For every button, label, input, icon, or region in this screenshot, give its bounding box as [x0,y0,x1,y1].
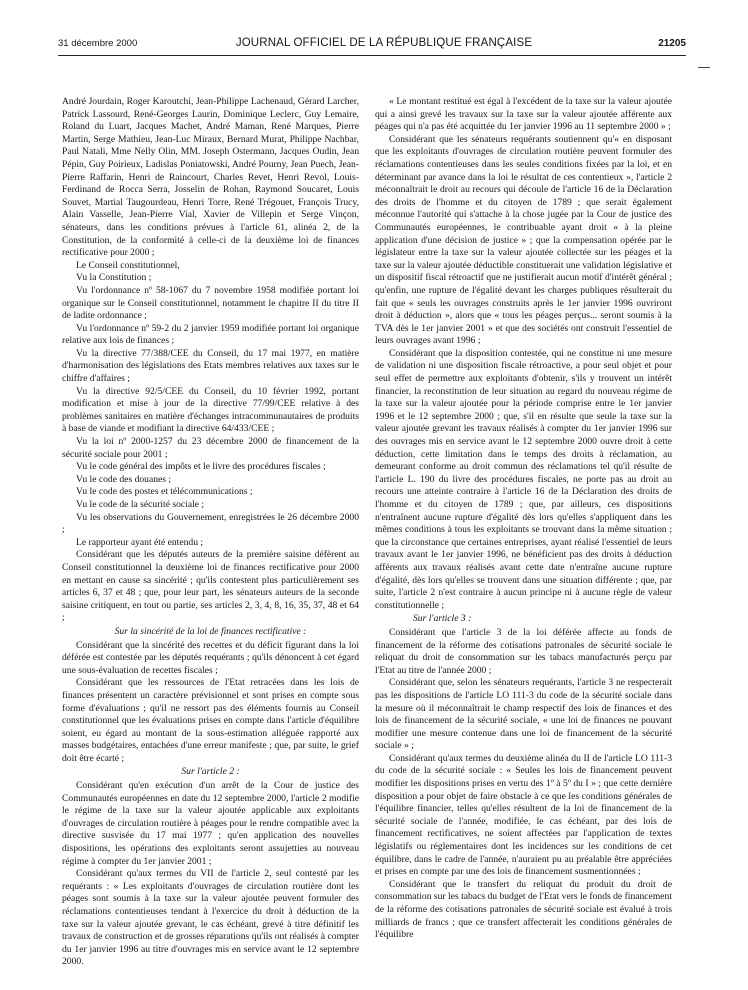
paragraph: « Le montant restitué est égal à l'excédent de la taxe sur la valeur ajoutée qui a ainsi grevé les travaux sur la taxe sur la valeur ajoutée afférente aux péages qui n'a pas été acquittée du 1er janvier 1996 au 11 septembre 2000 » ; [375,96,672,133]
paragraph: Considérant qu'en exécution d'un arrêt de la Cour de justice des Communautés européennes en date du 12 septembre 2000, l'article 2 modifie le régime de la taxe sur la valeur ajoutée applicable aux exploitants d'ouvrages de circulation routière à péages pour le rendre compatible avec la directive susvisée du 17 mai 1977 ; qu'en application des nouvelles dispositions, les opérations des exploitants seront assujetties au nouveau régime à compter du 1er janvier 2001 ; [62,780,359,867]
paragraph: Le rapporteur ayant été entendu ; [76,536,204,548]
paragraph: Considérant que la sincérité des recettes et du déficit figurant dans la loi déférée est contestée par les députés requérants ; qu'ils dénoncent à cet égard une sous-évaluation de recettes fiscales ; [62,639,359,676]
paragraph: Considérant que, selon les sénateurs requérants, l'article 3 ne respecterait pas les dispositions de l'article LO 111-3 du code de la sécurité sociale dans la mesure où il méconnaîtrait le champ respectif des lois de finances et des lois de financement de la sécurité sociale, « une loi de finances ne pouvant modifier une mesure contenue dans une loi de financement de la sécurité sociale » ; [375,677,672,752]
section-heading: Sur l'article 2 : [181,766,240,778]
paragraph: Vu les observations du Gouvernement, enregistrées le 26 décembre 2000 ; [62,511,359,536]
paragraph: Vu le code des douanes ; [76,473,172,485]
section-heading: Sur l'article 3 : [413,613,472,625]
header-rule [58,55,686,56]
page-header [58,38,710,54]
margin-mark [698,67,710,68]
paragraph: Vu le code des postes et télécommunications ; [76,486,253,498]
paragraph: Vu le code général des impôts et le livre des procédures fiscales ; [76,461,326,473]
journal-title: JOURNAL OFFICIEL DE LA RÉPUBLIQUE FRANÇAISE [235,37,533,49]
paragraph: Vu la directive 92/5/CEE du Conseil, du 10 février 1992, portant modification et mise à jour de la directive 77/99/CEE relative à des problèmes sanitaires en matière d'échanges intracommunautaires de produits à base de viande et modifiant la directive 64/433/CEE ; [62,385,359,435]
paragraph: Considérant que les ressources de l'Etat retracées dans les lois de finances présentent un caractère prévisionnel et sont prises en compte sous forme d'évaluations ; qu'il ne ressort pas des éléments fournis au Conseil constitutionnel que les évaluations prises en compte dans l'article d'équilibre soient, eu égard au montant de la sous-estimation alléguée rapporté aux masses budgétaires, entachées d'une erreur manifeste ; que, par suite, le grief doit être écarté ; [62,677,359,764]
paragraph: Le Conseil constitutionnel, [76,259,180,271]
paragraph: Considérant que l'article 3 de la loi déférée affecte au fonds de financement de la réforme des cotisations patronales de sécurité sociale le reliquat du droit de consommation sur les tabacs manufacturés perçu par l'Etat au titre de l'année 2000 ; [375,626,672,676]
paragraph: André Jourdain, Roger Karoutchi, Jean-Philippe Lachenaud, Gérard Larcher, Patrick Lassourd, René-Georges Laurin, Dominique Leclerc, Guy Lemaire, Roland du Luart, Jacques Machet, André Maman, René Marques, Pierre Martin, Serge Mathieu, Jean-Luc Miraux, Bernard Murat, Philippe Nachbar, Paul Natali, Mme Nelly Olin, MM. Joseph Ostermann, Jacques Oudin, Jean Pépin, Guy Poirieux, Ladislas Poniatowski, André Pourny, Jean Puech, Jean-Pierre Raffarin, Henri de Raincourt, Charles Revet, Henri Revol, Louis-Ferdinand de Rocca Serra, Josselin de Rohan, Raymond Soucaret, Louis Souvet, Martial Taugourdeau, Henri Torre, René Trégouet, François Trucy, Alain Vasselle, Jean-Pierre Vial, Xavier de Villepin et Serge Vinçon, sénateurs, dans les conditions prévues à l'article 61, alinéa 2, de la Constitution, de la conformité à celle-ci de la deuxième loi de finances rectificative pour 2000 ; [62,96,359,259]
paragraph: Vu l'ordonnance nº 58-1067 du 7 novembre 1958 modifiée portant loi organique sur le Conseil constitutionnel, notamment le chapitre II du titre II de ladite ordonnance ; [62,284,359,322]
paragraph: Considérant qu'aux termes du VII de l'article 2, seul contesté par les requérants : « Les exploitants d'ouvrages de circulation routière dont les péages sont soumis à la taxe sur la valeur ajoutée peuvent formuler des réclamations contentieuses tendant à l'exercice du droit à déduction de la taxe sur la valeur ajoutée grevant, le cas échéant, grevé à titre définitif les travaux de construction et de grosses réparations qu'ils ont réalisés à compter du 1er janvier 1996 au titre d'ouvrages mis en service avant le 12 septembre 2000. [62,868,359,966]
header-date: 31 décembre 2000 [58,38,138,49]
paragraph: Vu la loi nº 2000-1257 du 23 décembre 2000 de financement de la sécurité sociale pour 2001 ; [62,436,359,460]
left-column [62,96,359,966]
paragraph: Vu le code de la sécurité sociale ; [76,499,205,510]
paragraph: Considérant qu'aux termes du deuxième alinéa du II de l'article LO 111-3 du code de la sécurité sociale : « Seules les lois de financement peuvent modifier les dispositions prises en vertu des 1º à 5º du I » ; que cette dernière disposition a pour objet de faire obstacle à ce que les conditions générales de l'équilibre financier, telles qu'elles résultent de la loi de financement de la sécurité sociale de l'année, modifiée, le cas échéant, par des lois de financement rectificatives, ne soient affectées par l'application de textes législatifs ou réglementaires dont les incidences sur les conditions de cet équilibre, dans le cadre de l'année, n'auraient pu au préalable être appréciées et prises en compte par une des lois de financement susmentionnées ; [375,752,672,878]
paragraph: Considérant que le transfert du reliquat du produit du droit de consommation sur les tabacs du budget de l'Etat vers le fonds de financement de la réforme des cotisations patronales de sécurité sociale est évalué à trois milliards de francs ; que ce transfert affecterait les conditions générales de l'équilibre [375,878,672,941]
paragraph: Considérant que les députés auteurs de la première saisine défèrent au Conseil constitutionnel la deuxième loi de finances rectificative pour 2000 en mettant en cause sa sincérité ; qu'ils contestent plus particulièrement ses articles 6, 37 et 48 ; que, pour leur part, les sénateurs auteurs de la seconde saisine critiquent, en tout ou partie, ses articles 2, 3, 4, 8, 16, 35, 37, 48 et 64 ; [62,549,359,624]
paragraph: Considérant que les sénateurs requérants soutiennent qu'« en disposant que les exploitants d'ouvrages de circulation routière peuvent formuler des réclamations contentieuses dans les seules conditions fixées par la loi, et en déterminant par avance dans la loi le résultat de ces contentieux », l'article 2 méconnaîtrait le droit au recours qui découle de l'article 16 de la Déclaration des droits de l'homme et du citoyen de 1789 ; que serait également méconnue l'autorité qui s'attache à la chose jugée par la Cour de justice des Communautés européennes, le contribuable ayant droit « à la pleine application d'une décision de justice » ; que la compensation opérée par le législateur entre la taxe sur la valeur ajoutée collectée sur les péages et la taxe sur la valeur ajoutée déductible constituerait une validation législative et un dispositif fiscal rétroactif que ne justifierait aucun motif d'intérêt général ; qu'enfin, une rupture de l'égalité devant les charges publiques résulterait du fait que « seuls les ouvrages construits après le 1er janvier 1996 ouvriront droit à déduction », alors que « tous les péages perçus... seront soumis à la TVA dès le 1er janvier 2001 » et que des sociétés ont construit l'essentiel de leurs ouvrages avant 1996 ; [375,133,672,347]
paragraph: Vu l'ordonnance nº 59-2 du 2 janvier 1959 modifiée portant loi organique relative aux lois de finances ; [62,322,359,347]
section-heading: Sur la sincérité de la loi de finances rectificative : [114,625,307,637]
paragraph: Considérant que la disposition contestée, qui ne constitue ni une mesure de validation ni une disposition fiscale rétroactive, a pour seul objet et pour seul effet de permettre aux exploitants d'obtenir, s'ils y trouvent un intérêt financier, la reconstitution de leur situation au regard du nouveau régime de la taxe sur la valeur ajoutée pour la période comprise entre le 1er janvier 1996 et le 12 septembre 2000 ; que, s'il en résulte que seule la taxe sur la valeur ajoutée grevant les travaux réalisés à compter du 1er janvier 1996 sur des ouvrages mis en service avant le 12 septembre 2000 ouvre droit à cette déduction, cette limitation dans le temps des droits à réclamation, au demeurant conforme au droit commun des réclamations tel qu'il résulte de l'article L. 190 du livre des procédures fiscales, ne porte pas au droit au recours une atteinte contraire à l'article 16 de la Déclaration des droits de l'homme et du citoyen de 1789 ; que, par ailleurs, ces dispositions n'entraînent aucune rupture d'égalité dès lors qu'elles s'appliquent dans les mêmes conditions à tous les exploitants se trouvant dans la même situation ; que la circonstance que certaines entreprises, ayant réalisé l'essentiel de leurs travaux avant le 1er janvier 1996, ne bénéficient pas des droits à déduction afférents aux travaux réalisés avant cette date n'entraîne aucune rupture d'égalité, dès lors qu'elles se trouvent dans une situation différente ; que, par suite, l'article 2 n'est contraire à aucun principe ni à aucune règle de valeur constitutionnelle ; [375,347,672,611]
page-number: 21205 [658,38,686,49]
paragraph: Vu la directive 77/388/CEE du Conseil, du 17 mai 1977, en matière d'harmonisation des législations des Etats membres relatives aux taxes sur le chiffre d'affaires ; [62,347,359,385]
paragraph: Vu la Constitution ; [76,272,152,284]
right-column [375,96,672,966]
